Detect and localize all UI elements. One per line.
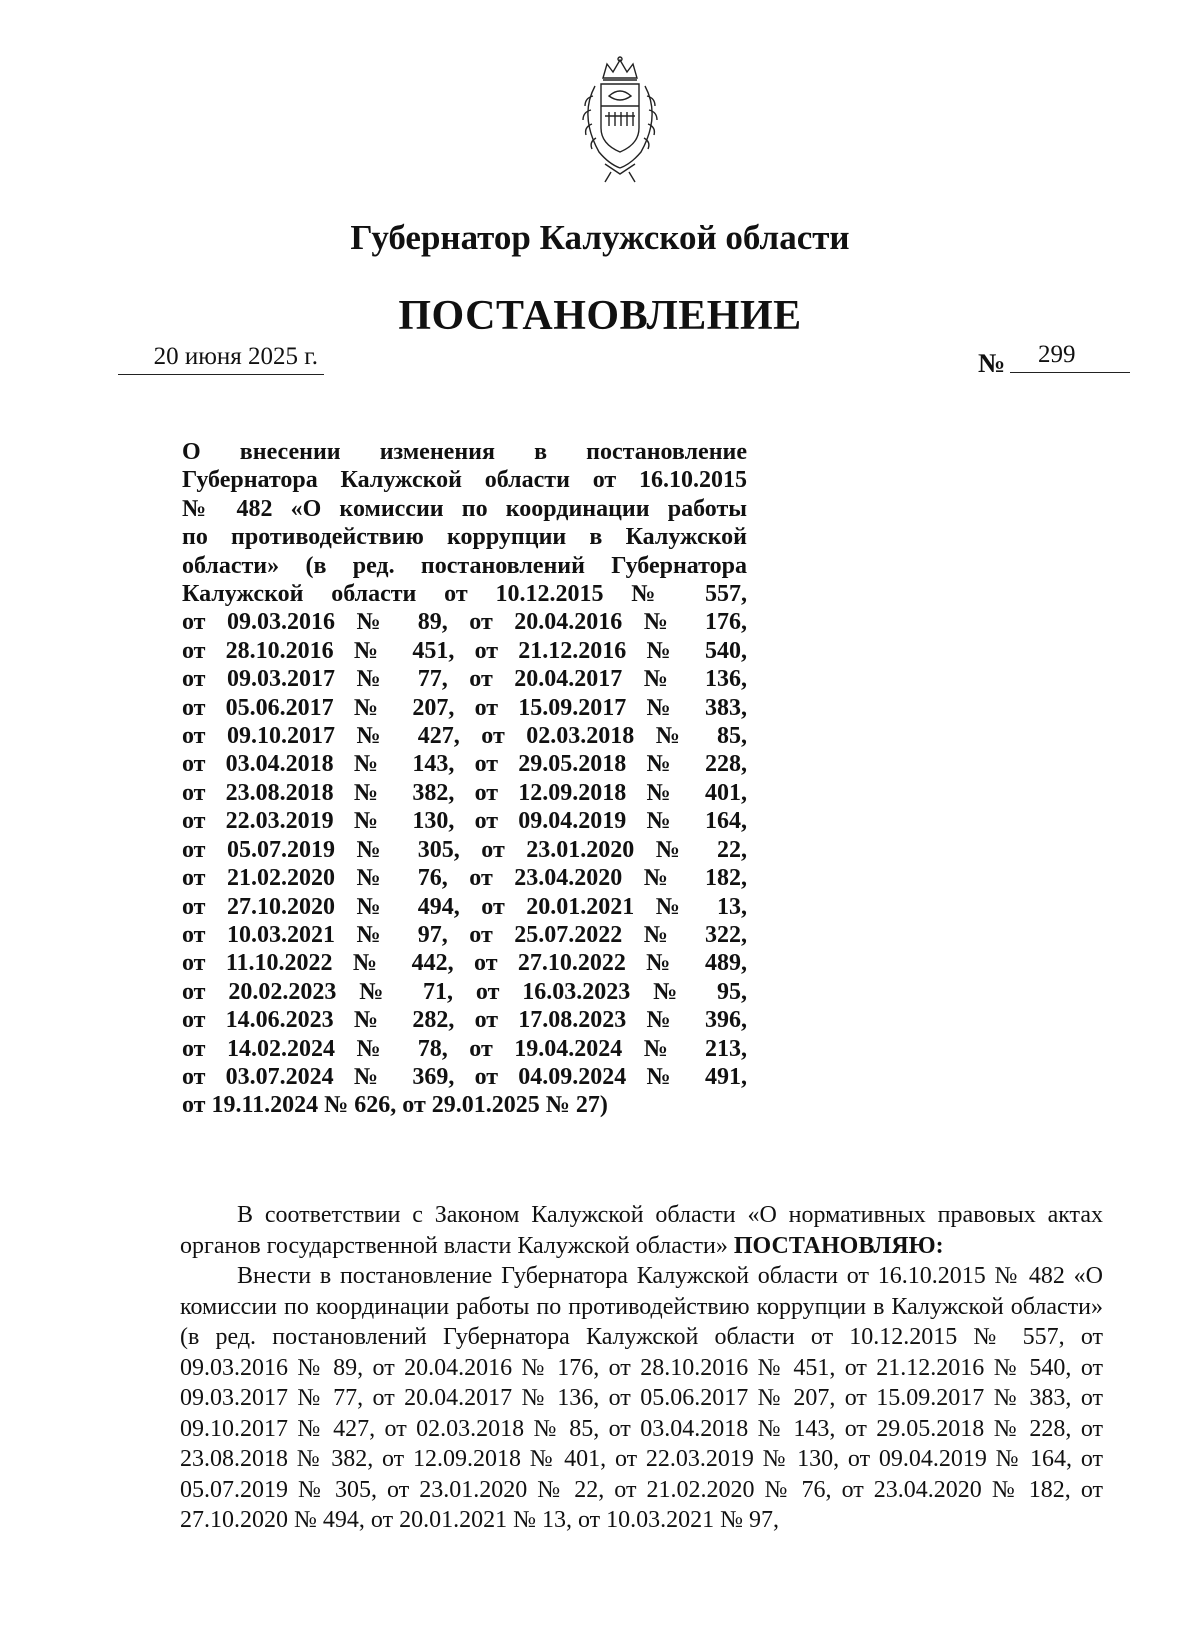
subject-line: от 09.03.2017 № 77, от 20.04.2017 № 136, <box>182 666 747 693</box>
subject-line: по противодействию коррупции в Калужской <box>182 524 747 551</box>
subject-line: от 14.02.2024 № 78, от 19.04.2024 № 213, <box>182 1035 747 1062</box>
preamble-paragraph <box>180 1200 1103 1261</box>
subject-line: Калужской области от 10.12.2015 № 557, <box>182 581 747 608</box>
subject-line: от 09.10.2017 № 427, от 02.03.2018 № 85, <box>182 723 747 750</box>
number-field <box>1010 341 1130 373</box>
subject-line: Губернатора Калужской области от 16.10.2015 <box>182 467 747 494</box>
subject-line: от 21.02.2020 № 76, от 23.04.2020 № 182, <box>182 865 747 892</box>
subject-line: от 23.08.2018 № 382, от 12.09.2018 № 401, <box>182 779 747 806</box>
subject-line: от 19.11.2024 № 626, от 29.01.2025 № 27) <box>182 1092 608 1119</box>
subject-line: от 03.04.2018 № 143, от 29.05.2018 № 228, <box>182 751 747 778</box>
issuer-heading: Губернатор Калужской области <box>350 218 850 257</box>
document-body <box>180 1200 1103 1536</box>
date-field <box>118 343 324 375</box>
subject-line: от 03.07.2024 № 369, от 04.09.2024 № 491, <box>182 1063 747 1090</box>
subject-line: области» (в ред. постановлений Губернатора <box>182 552 747 579</box>
document-subject <box>182 438 747 1120</box>
subject-line: от 05.07.2019 № 305, от 23.01.2020 № 22, <box>182 836 747 863</box>
document-number: 299 <box>1038 341 1076 368</box>
document-date: 20 июня 2025 г. <box>153 343 318 370</box>
subject-line: от 05.06.2017 № 207, от 15.09.2017 № 383, <box>182 694 747 721</box>
number-label: № <box>978 348 1006 378</box>
subject-line: от 22.03.2019 № 130, от 09.04.2019 № 164, <box>182 808 747 835</box>
subject-line: от 28.10.2016 № 451, от 21.12.2016 № 540, <box>182 637 747 664</box>
subject-line: от 09.03.2016 № 89, от 20.04.2016 № 176, <box>182 609 747 636</box>
subject-line: от 10.03.2021 № 97, от 25.07.2022 № 322, <box>182 921 747 948</box>
subject-line: О внесении изменения в постановление <box>182 439 747 465</box>
amendment-paragraph: Внести в постановление Губернатора Калужской области от 16.10.2015 № 482 «О комиссии по координации работы по противодействию коррупции в Калужской области» (в ред. постановлений Губернатора Калужской области от 10.12.2015 № 557, от 09.03.2016 № 89, от 20.04.2016 № 176, от 28.10.2016 № 451, от 21.12.2016 № 540, от 09.03.2017 № 77, от 20.04.2017 № 136, от 05.06.2017 № 207, от 15.09.2017 № 383, от 09.10.2017 № 427, от 02.03.2018 № 85, от 03.04.2018 № 143, от 29.05.2018 № 228, от 23.08.2018 № 382, от 12.09.2018 № 401, от 22.03.2019 № 130, от 09.04.2019 № 164, от 05.07.2019 № 305, от 23.01.2020 № 22, от 21.02.2020 № 76, от 23.04.2020 № 182, от 27.10.2020 № 494, от 20.01.2021 № 13, от 10.03.2021 № 97, <box>180 1263 1103 1533</box>
coat-of-arms-icon <box>565 56 675 186</box>
preamble-text: В соответствии с Законом Калужской области «О нормативных правовых актах органов государственной власти Калужской области» <box>180 1202 1103 1259</box>
subject-line: от 20.02.2023 № 71, от 16.03.2023 № 95, <box>182 978 747 1005</box>
subject-line: от 27.10.2020 № 494, от 20.01.2021 № 13, <box>182 893 747 920</box>
document-type-heading: ПОСТАНОВЛЕНИЕ <box>398 293 802 339</box>
subject-line: № 482 «О комиссии по координации работы <box>182 495 747 522</box>
decree-word: ПОСТАНОВЛЯЮ: <box>733 1232 944 1259</box>
subject-line: от 14.06.2023 № 282, от 17.08.2023 № 396, <box>182 1007 747 1034</box>
subject-line: от 11.10.2022 № 442, от 27.10.2022 № 489, <box>182 950 747 977</box>
